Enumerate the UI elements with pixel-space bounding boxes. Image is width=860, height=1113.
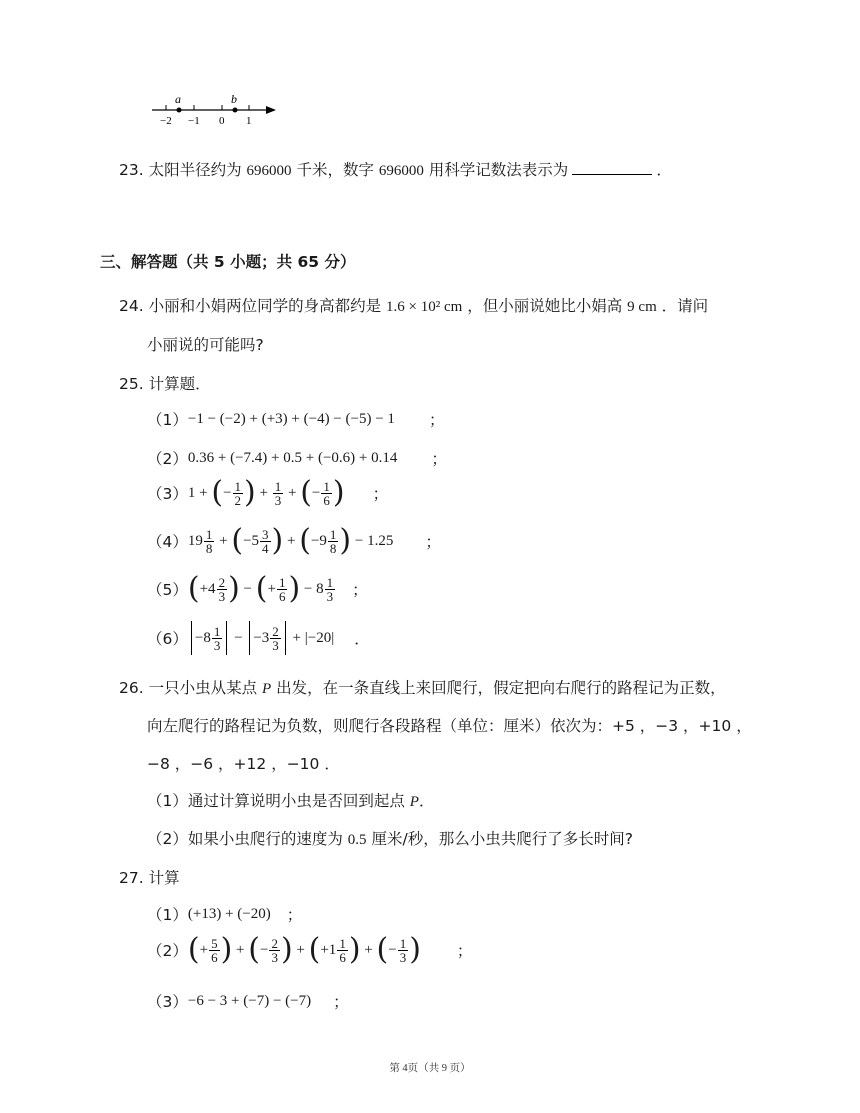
q25-part5 <box>147 571 368 606</box>
math-expression: 19 $\frac{1}{8}$ + ( −5 $\frac{3}{4}$ ) + ( −9 $\frac{1}{8}$ ) − 1.25 <box>187 523 394 558</box>
question-24 <box>119 294 708 316</box>
tick-label: 1 <box>246 115 252 127</box>
q23-end: ． <box>656 161 672 179</box>
q23-number: 696000 <box>246 163 292 179</box>
math-expression: 1 + ( − $\frac{1}{2}$ ) + $\frac{1}{3}$ + ( − $\frac{1}{6}$ ) <box>187 475 345 510</box>
part-label: （1） <box>147 906 188 924</box>
number-line-figure <box>148 92 278 128</box>
question-26 <box>119 676 726 698</box>
tick-label: −2 <box>160 115 172 127</box>
page-footer: 第 4页（共 9 页） <box>389 1063 471 1074</box>
part-label: （2） <box>147 942 188 960</box>
punctuation: ； <box>286 906 303 924</box>
math-expression: −1 − (−2) + (+3) + (−4) − (−5) − 1 <box>187 410 395 427</box>
q26-line2: 向左爬行的路程记为负数，则爬行各段路程（单位：厘米）依次为：+5 ，−3 ，+10 ， <box>147 717 752 735</box>
math-expression: −8 $\frac{1}{3}$ − −3 $\frac{2}{3}$ + |−20| <box>188 621 334 655</box>
q26-sub-text: （2）如果小虫爬行的速度为 <box>147 830 348 848</box>
punctuation: ； <box>456 942 473 960</box>
q24-math: 1.6 × 10² cm <box>386 299 463 315</box>
q26-sub1 <box>147 789 434 811</box>
part-label: （6） <box>147 630 188 648</box>
punctuation: ； <box>425 533 441 551</box>
q23-number: 696000 <box>378 163 424 179</box>
point-p: P <box>262 681 272 697</box>
math-expression: ( + $\frac{5}{6}$ ) + ( − $\frac{2}{3}$ ) + ( +1 $\frac{1}{6}$ ) + ( − $\frac{1}{3}$ ) <box>187 932 421 967</box>
part-label: （5） <box>147 581 188 599</box>
part-label: （3） <box>147 485 188 503</box>
speed-value: 0.5 <box>347 832 367 848</box>
math-expression: 0.36 + (−7.4) + 0.5 + (−0.6) + 0.14 <box>187 449 398 466</box>
q24-text: ．请问 <box>656 297 709 315</box>
punctuation: ； <box>428 411 445 429</box>
q23-text: 千米，数字 <box>291 161 379 179</box>
q25-title: 25. 计算题． <box>119 375 211 393</box>
punctuation: ； <box>431 450 447 468</box>
punctuation: ； <box>333 993 349 1011</box>
q26-sub2 <box>147 827 633 849</box>
q26-sub-text: ． <box>418 792 435 810</box>
q26-text: 出发，在一条直线上来回爬行，假定把向右爬行的路程记为正数， <box>271 679 726 697</box>
answer-blank[interactable] <box>572 160 652 175</box>
q24-line2: 小丽说的可能吗? <box>147 336 264 354</box>
math-expression: (+13) + (−20) <box>187 905 271 922</box>
punctuation: ； <box>372 485 389 503</box>
q27-part3 <box>147 990 349 1012</box>
math-expression: ( +4 $\frac{2}{3}$ ) − ( + $\frac{1}{6}$ ) − 8 $\frac{1}{3}$ <box>187 571 334 606</box>
punctuation: ； <box>352 581 368 599</box>
section-heading: 三、解答题（共 5 小题；共 65 分） <box>100 253 356 271</box>
math-expression: −6 − 3 + (−7) − (−7) <box>187 992 312 1009</box>
q27-part1 <box>147 903 302 925</box>
q27-title: 27. 计算 <box>119 869 180 887</box>
q23-text: 用科学记数法表示为 <box>423 161 569 179</box>
part-label: （3） <box>147 993 188 1011</box>
q25-part3 <box>147 475 389 510</box>
q24-text: ，但小丽说她比小娟高 <box>462 297 628 315</box>
tick-label: −1 <box>188 115 200 127</box>
q25-part4 <box>147 523 441 558</box>
q24-math: 9 cm <box>627 299 657 315</box>
tick-label: 0 <box>219 115 225 127</box>
part-label: （1） <box>147 411 188 429</box>
q24-text: 24. 小丽和小娟两位同学的身高都约是 <box>119 297 387 315</box>
point-b-label: b <box>231 92 237 106</box>
part-label: （2） <box>147 450 188 468</box>
punctuation: ． <box>354 630 370 648</box>
q26-sub-text: （1）通过计算说明小虫是否回到起点 <box>147 792 410 810</box>
part-label: （4） <box>147 533 188 551</box>
question-23 <box>119 158 672 180</box>
q25-part6 <box>147 621 370 655</box>
q27-part2 <box>147 932 473 967</box>
q26-sub-text: 厘米/秒，那么小虫共爬行了多长时间? <box>366 830 633 848</box>
q25-part2 <box>147 447 447 469</box>
q23-text: 23. 太阳半径约为 <box>119 161 247 179</box>
q26-text: 26. 一只小虫从某点 <box>119 679 263 697</box>
point-p: P <box>409 794 419 810</box>
q25-part1 <box>147 408 444 430</box>
q26-line3: −8 ，−6 ，+12 ，−10 ． <box>147 755 340 773</box>
point-a-label: a <box>175 92 181 106</box>
